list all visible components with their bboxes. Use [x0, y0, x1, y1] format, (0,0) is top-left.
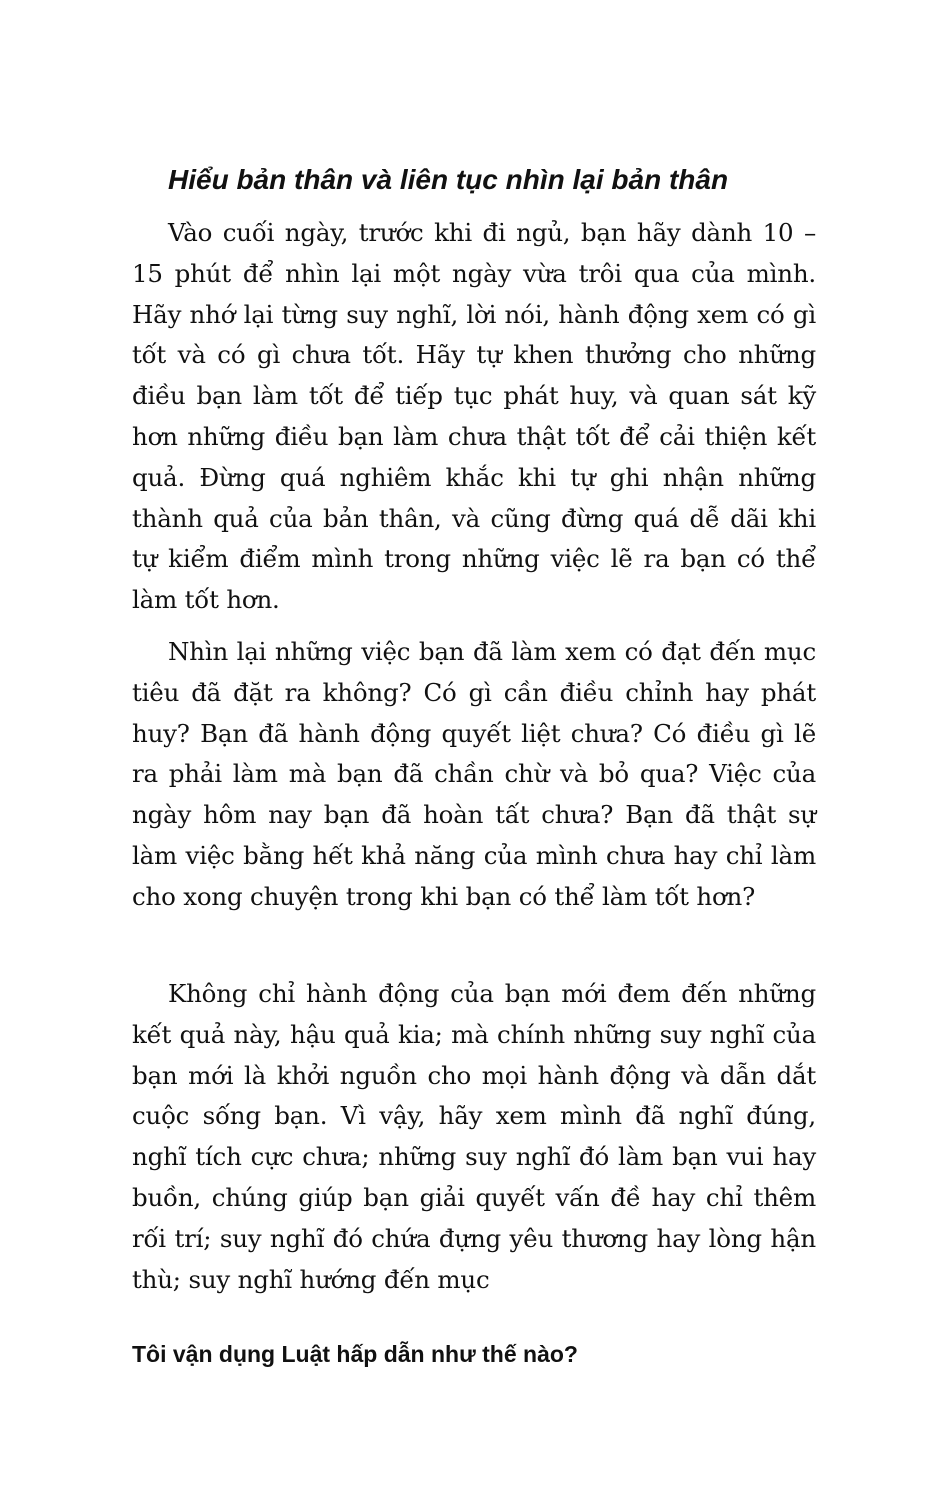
body-paragraph: Nhìn lại những việc bạn đã làm xem có đạt đến mục tiêu đã đặt ra không? Có gì cần điều chỉnh hay phát huy? Bạn đã hành động quyết liệt chưa? Có điều gì lẽ ra phải làm mà bạn đã chần chừ và bỏ qua? Việc của ngày hôm nay bạn đã hoàn tất chưa? Bạn đã thật sự làm việc bằng hết khả năng của mình chưa hay chỉ làm cho xong chuyện trong khi bạn có thể làm tốt hơn? [132, 637, 816, 911]
book-page [132, 0, 816, 1493]
body-paragraph: Vào cuối ngày, trước khi đi ngủ, bạn hãy dành 10 – 15 phút để nhìn lại một ngày vừa trôi qua của mình. Hãy nhớ lại từng suy nghĩ, lời nói, hành động xem có gì tốt và có gì chưa tốt. Hãy tự khen thưởng cho những điều bạn làm tốt để tiếp tục phát huy, và quan sát kỹ hơn những điều bạn làm chưa thật tốt để cải thiện kết quả. Đừng quá nghiêm khắc khi tự ghi nhận những thành quả của bản thân, và cũng đừng quá dễ dãi khi tự kiểm điểm mình trong những việc lẽ ra bạn có thể làm tốt hơn. [132, 218, 816, 615]
running-footer-title: Tôi vận dụng Luật hấp dẫn như thế nào? [132, 1341, 578, 1367]
body-paragraph: Không chỉ hành động của bạn mới đem đến những kết quả này, hậu quả kia; mà chính những suy nghĩ của bạn mới là khởi nguồn cho mọi hành động và dẫn dắt cuộc sống bạn. Vì vậy, hãy xem mình đã nghĩ đúng, nghĩ tích cực chưa; những suy nghĩ đó làm bạn vui hay buồn, chúng giúp bạn giải quyết vấn đề hay chỉ thêm rối trí; suy nghĩ đó chứa đựng yêu thương hay lòng hận thù; suy nghĩ hướng đến mục [132, 979, 816, 1294]
section-heading: Hiểu bản thân và liên tục nhìn lại bản thân [168, 164, 729, 195]
